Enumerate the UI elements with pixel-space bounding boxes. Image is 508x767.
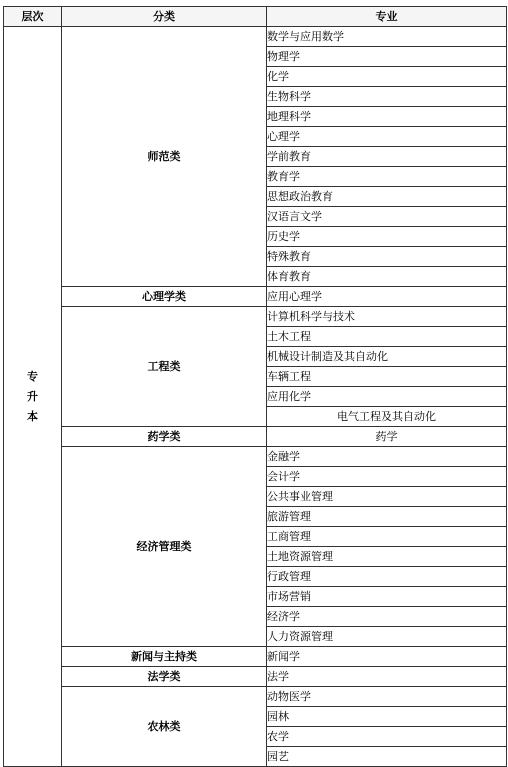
major-cell: 生物科学	[267, 87, 507, 107]
major-cell: 心理学	[267, 127, 507, 147]
category-cell: 师范类	[62, 27, 267, 287]
major-cell: 农学	[267, 727, 507, 747]
major-cell: 金融学	[267, 447, 507, 467]
table-row	[4, 427, 507, 447]
major-cell: 药学	[267, 427, 507, 447]
table-row	[4, 647, 507, 667]
major-cell: 特殊教育	[267, 247, 507, 267]
major-cell: 公共事业管理	[267, 487, 507, 507]
table-row	[4, 447, 507, 467]
major-cell: 园艺	[267, 747, 507, 767]
category-cell: 工程类	[62, 307, 267, 427]
level-char: 升	[27, 389, 38, 403]
header-level: 层次	[4, 7, 62, 27]
major-cell: 动物医学	[267, 687, 507, 707]
major-cell: 电气工程及其自动化	[267, 407, 507, 427]
major-cell: 化学	[267, 67, 507, 87]
category-cell: 新闻与主持类	[62, 647, 267, 667]
major-cell: 体育教育	[267, 267, 507, 287]
major-cell: 园林	[267, 707, 507, 727]
header-major: 专业	[267, 7, 507, 27]
category-cell: 药学类	[62, 427, 267, 447]
major-cell: 旅游管理	[267, 507, 507, 527]
table-row	[4, 667, 507, 687]
table-row	[4, 27, 507, 47]
major-cell: 地理科学	[267, 107, 507, 127]
category-cell: 农林类	[62, 687, 267, 767]
major-cell: 数学与应用数学	[267, 27, 507, 47]
major-cell: 工商管理	[267, 527, 507, 547]
header-category: 分类	[62, 7, 267, 27]
major-cell: 学前教育	[267, 147, 507, 167]
category-cell: 心理学类	[62, 287, 267, 307]
major-cell: 经济学	[267, 607, 507, 627]
category-cell: 法学类	[62, 667, 267, 687]
major-cell: 计算机科学与技术	[267, 307, 507, 327]
major-cell: 汉语言文学	[267, 207, 507, 227]
table-row	[4, 307, 507, 327]
major-cell: 人力资源管理	[267, 627, 507, 647]
major-cell: 车辆工程	[267, 367, 507, 387]
major-cell: 会计学	[267, 467, 507, 487]
major-cell: 机械设计制造及其自动化	[267, 347, 507, 367]
major-cell: 物理学	[267, 47, 507, 67]
level-char: 本	[27, 409, 38, 423]
major-cell: 应用化学	[267, 387, 507, 407]
major-cell: 行政管理	[267, 567, 507, 587]
category-cell: 经济管理类	[62, 447, 267, 647]
major-cell: 教育学	[267, 167, 507, 187]
major-cell: 新闻学	[267, 647, 507, 667]
table-header-row	[4, 7, 507, 27]
table-row	[4, 287, 507, 307]
level-cell	[4, 27, 62, 767]
major-cell: 法学	[267, 667, 507, 687]
table-row	[4, 687, 507, 707]
level-char: 专	[27, 369, 38, 383]
major-table	[3, 6, 507, 767]
major-cell: 土木工程	[267, 327, 507, 347]
major-cell: 历史学	[267, 227, 507, 247]
major-cell: 应用心理学	[267, 287, 507, 307]
major-cell: 思想政治教育	[267, 187, 507, 207]
major-cell: 市场营销	[267, 587, 507, 607]
major-cell: 土地资源管理	[267, 547, 507, 567]
